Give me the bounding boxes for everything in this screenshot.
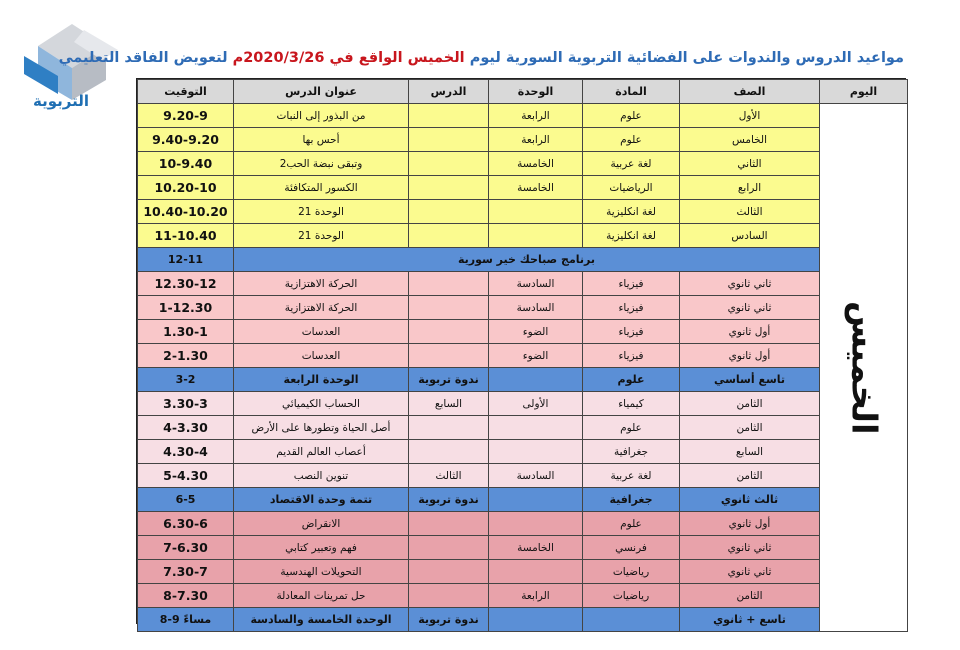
header-day: اليوم [820, 80, 908, 104]
time-cell: 9.40-9.20 [138, 128, 234, 152]
schedule-table [137, 79, 908, 632]
subject-cell: علوم [583, 104, 680, 128]
title-highlight: الخميس الواقع في 2020/3/26م [232, 50, 465, 66]
title-cell: وتبقى نبضة الحب2 [234, 152, 409, 176]
channel-logo [14, 20, 126, 120]
time-cell: 10.40-10.20 [138, 200, 234, 224]
table-row-seminar [138, 488, 908, 512]
table-row [138, 320, 908, 344]
unit-cell: الأولى [489, 392, 583, 416]
lesson-cell: ندوة تربوية [409, 368, 489, 392]
lesson-cell [409, 104, 489, 128]
title-cell: الوحدة 21 [234, 224, 409, 248]
lesson-cell [409, 272, 489, 296]
title-cell: الكسور المتكافئة [234, 176, 409, 200]
subject-cell: فيزياء [583, 320, 680, 344]
table-row [138, 512, 908, 536]
title-cell: من البذور إلى النبات [234, 104, 409, 128]
unit-cell: الخامسة [489, 176, 583, 200]
time-cell: 9.20-9 [138, 104, 234, 128]
subject-cell: علوم [583, 512, 680, 536]
title-cell: الوحدة 21 [234, 200, 409, 224]
grade-cell: الثالث [680, 200, 820, 224]
grade-cell: الثاني [680, 152, 820, 176]
time-cell: 1.30-1 [138, 320, 234, 344]
lesson-cell [409, 344, 489, 368]
table-row [138, 128, 908, 152]
subject-cell: كيمياء [583, 392, 680, 416]
grade-cell: تاسع + ثانوي [680, 608, 820, 632]
lesson-cell [409, 560, 489, 584]
title-cell: الوحدة الرابعة [234, 368, 409, 392]
subject-cell: فيزياء [583, 344, 680, 368]
lesson-cell [409, 176, 489, 200]
table-row-seminar [138, 608, 908, 632]
lesson-cell [409, 320, 489, 344]
time-cell: 7-6.30 [138, 536, 234, 560]
unit-cell [489, 560, 583, 584]
time-cell: 3.30-3 [138, 392, 234, 416]
unit-cell: الرابعة [489, 584, 583, 608]
title-cell: تتمة وحدة الاقتصاد [234, 488, 409, 512]
lesson-cell [409, 416, 489, 440]
time-cell: 7.30-7 [138, 560, 234, 584]
subject-cell: الرياضيات [583, 176, 680, 200]
table-row [138, 464, 908, 488]
lesson-cell [409, 152, 489, 176]
header-title: عنوان الدرس [234, 80, 409, 104]
grade-cell: الرابع [680, 176, 820, 200]
title-cell: الوحدة الخامسة والسادسة [234, 608, 409, 632]
title-part-1: مواعيد الدروس والندوات على الفضائية التربوية السورية ليوم [469, 50, 904, 66]
lesson-cell: ندوة تربوية [409, 608, 489, 632]
subject-cell: جغرافية [583, 488, 680, 512]
unit-cell: الخامسة [489, 152, 583, 176]
grade-cell: ثاني ثانوي [680, 536, 820, 560]
subject-cell: رياضيات [583, 584, 680, 608]
lesson-cell [409, 440, 489, 464]
grade-cell: الثامن [680, 584, 820, 608]
grade-cell: ثالث ثانوي [680, 488, 820, 512]
grade-cell: الخامس [680, 128, 820, 152]
lesson-cell: السابع [409, 392, 489, 416]
table-row-seminar [138, 368, 908, 392]
table-row-program [138, 248, 908, 272]
page-title [58, 50, 904, 72]
title-cell: أصل الحياة وتطورها على الأرض [234, 416, 409, 440]
time-cell: 12-11 [138, 248, 234, 272]
subject-cell: رياضيات [583, 560, 680, 584]
table-row [138, 296, 908, 320]
header-time: التوقيت [138, 80, 234, 104]
table-row [138, 200, 908, 224]
subject-cell: لغة انكليزية [583, 224, 680, 248]
table-row [138, 440, 908, 464]
header-row [138, 80, 908, 104]
time-cell: 3-2 [138, 368, 234, 392]
unit-cell: الضوء [489, 344, 583, 368]
title-cell: حل تمرينات المعادلة [234, 584, 409, 608]
unit-cell [489, 608, 583, 632]
grade-cell: السادس [680, 224, 820, 248]
title-cell: تنوين النصب [234, 464, 409, 488]
table-row [138, 344, 908, 368]
title-cell: العدسات [234, 344, 409, 368]
unit-cell: الرابعة [489, 128, 583, 152]
program-cell: برنامج صباحك خير سورية [234, 248, 820, 272]
unit-cell: السادسة [489, 272, 583, 296]
table-row [138, 584, 908, 608]
title-cell: الانقراض [234, 512, 409, 536]
unit-cell: الضوء [489, 320, 583, 344]
day-cell: الخميس [820, 104, 908, 632]
time-cell: 10.20-10 [138, 176, 234, 200]
table-row [138, 416, 908, 440]
subject-cell: فيزياء [583, 296, 680, 320]
subject-cell: لغة عربية [583, 152, 680, 176]
header-subject: المادة [583, 80, 680, 104]
time-cell: 4.30-4 [138, 440, 234, 464]
title-cell: أعصاب العالم القديم [234, 440, 409, 464]
lesson-cell [409, 224, 489, 248]
lesson-cell [409, 296, 489, 320]
grade-cell: أول ثانوي [680, 344, 820, 368]
time-cell: 8-9 مساءً [138, 608, 234, 632]
subject-cell: علوم [583, 368, 680, 392]
title-cell: التحويلات الهندسية [234, 560, 409, 584]
subject-cell: علوم [583, 128, 680, 152]
unit-cell [489, 416, 583, 440]
subject-cell: فرنسي [583, 536, 680, 560]
title-cell: الحركة الاهتزازية [234, 272, 409, 296]
grade-cell: أول ثانوي [680, 512, 820, 536]
lesson-cell [409, 128, 489, 152]
subject-cell: لغة عربية [583, 464, 680, 488]
lesson-cell: الثالث [409, 464, 489, 488]
time-cell: 11-10.40 [138, 224, 234, 248]
title-cell: الحساب الكيميائي [234, 392, 409, 416]
grade-cell: ثاني ثانوي [680, 296, 820, 320]
title-cell: العدسات [234, 320, 409, 344]
grade-cell: ثاني ثانوي [680, 272, 820, 296]
header-grade: الصف [680, 80, 820, 104]
unit-cell: السادسة [489, 464, 583, 488]
time-cell: 10-9.40 [138, 152, 234, 176]
title-cell: الحركة الاهتزازية [234, 296, 409, 320]
lesson-cell: ندوة تربوية [409, 488, 489, 512]
grade-cell: ثاني ثانوي [680, 560, 820, 584]
table-row [138, 152, 908, 176]
header-lesson: الدرس [409, 80, 489, 104]
header-unit: الوحدة [489, 80, 583, 104]
subject-cell: فيزياء [583, 272, 680, 296]
table-row [138, 536, 908, 560]
title-cell: فهم وتعبير كتابي [234, 536, 409, 560]
unit-cell [489, 200, 583, 224]
table-row [138, 176, 908, 200]
unit-cell [489, 224, 583, 248]
lesson-cell [409, 200, 489, 224]
grade-cell: الأول [680, 104, 820, 128]
subject-cell: جغرافية [583, 440, 680, 464]
title-cell: أحس بها [234, 128, 409, 152]
lesson-cell [409, 536, 489, 560]
table-row [138, 560, 908, 584]
time-cell: 5-4.30 [138, 464, 234, 488]
grade-cell: السابع [680, 440, 820, 464]
lesson-cell [409, 584, 489, 608]
time-cell: 1-12.30 [138, 296, 234, 320]
grade-cell: الثامن [680, 392, 820, 416]
grade-cell: تاسع أساسي [680, 368, 820, 392]
subject-cell: علوم [583, 416, 680, 440]
unit-cell: الرابعة [489, 104, 583, 128]
unit-cell [489, 368, 583, 392]
time-cell: 12.30-12 [138, 272, 234, 296]
grade-cell: الثامن [680, 416, 820, 440]
subject-cell: لغة انكليزية [583, 200, 680, 224]
time-cell: 4-3.30 [138, 416, 234, 440]
logo-text: التربوية [33, 92, 89, 110]
unit-cell [489, 440, 583, 464]
time-cell: 6-5 [138, 488, 234, 512]
grade-cell: الثامن [680, 464, 820, 488]
unit-cell [489, 488, 583, 512]
table-row [138, 104, 908, 128]
time-cell: 6.30-6 [138, 512, 234, 536]
schedule-sheet [136, 78, 906, 624]
unit-cell [489, 512, 583, 536]
table-row [138, 272, 908, 296]
time-cell: 8-7.30 [138, 584, 234, 608]
time-cell: 2-1.30 [138, 344, 234, 368]
grade-cell: أول ثانوي [680, 320, 820, 344]
unit-cell: السادسة [489, 296, 583, 320]
lesson-cell [409, 512, 489, 536]
table-row [138, 392, 908, 416]
subject-cell [583, 608, 680, 632]
unit-cell: الخامسة [489, 536, 583, 560]
table-row [138, 224, 908, 248]
title-part-2: لتعويض الفاقد التعليمي [58, 50, 228, 66]
